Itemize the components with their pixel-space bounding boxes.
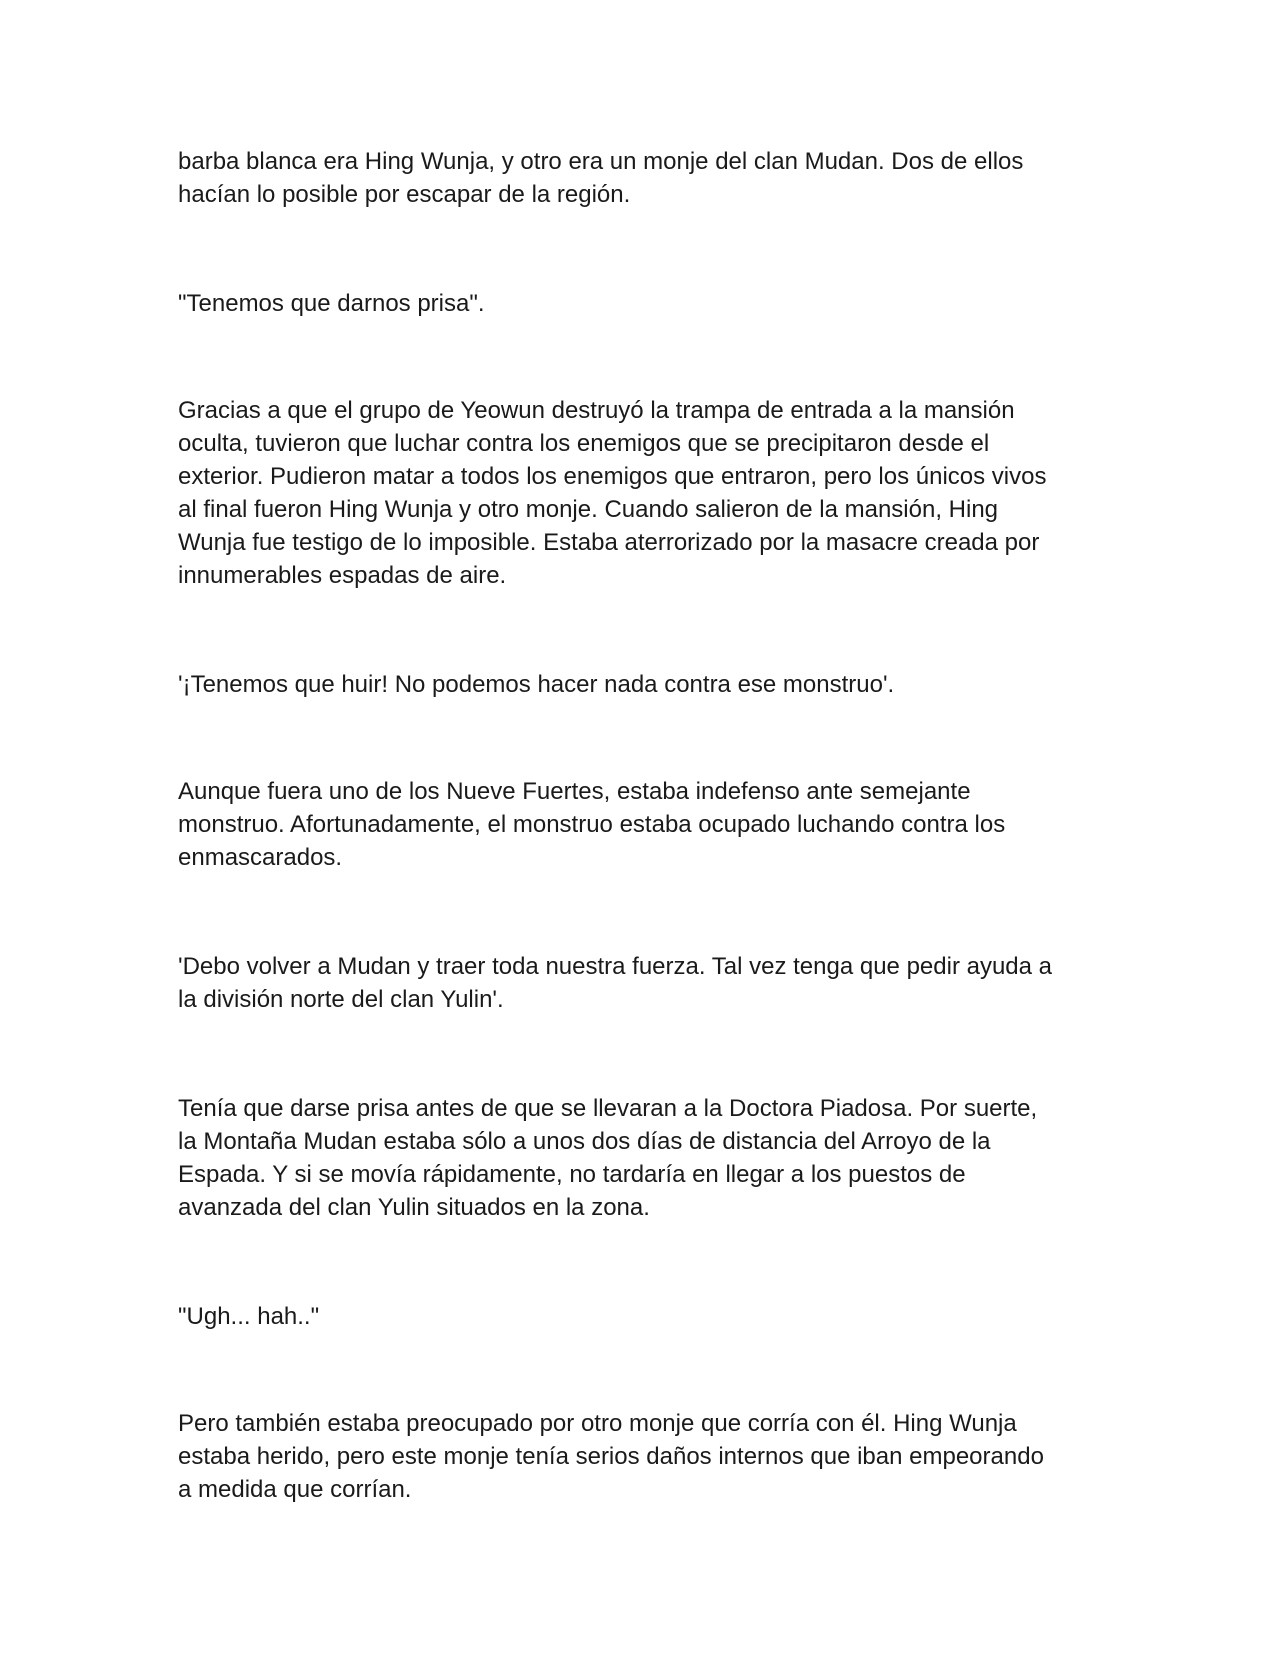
paragraph-1: barba blanca era Hing Wunja, y otro era un monje del clan Mudan. Dos de ellos hacían lo posible por escapar de la región. (178, 148, 1024, 208)
paragraph-8-dialogue: "Ugh... hah.." (178, 1303, 320, 1330)
paragraph-5: Aunque fuera uno de los Nueve Fuertes, estaba indefenso ante semejante monstruo. Afortunadamente, el monstruo estaba ocupado luchando contra los enmascarados. (178, 778, 1006, 871)
paragraph-3: Gracias a que el grupo de Yeowun destruyó la trampa de entrada a la mansión oculta, tuvieron que luchar contra los enemigos que se precipitaron desde el exterior. Pudieron matar a todos los enemigos que entraron, pero los únicos vivos al final fueron Hing Wunja y otro monje. Cuando salieron de la mansión, Hing Wunja fue testigo de lo imposible. Estaba aterrorizado por la masacre creada por innumerables espadas de aire. (178, 397, 1047, 589)
paragraph-7: Tenía que darse prisa antes de que se llevaran a la Doctora Piadosa. Por suerte, la Montaña Mudan estaba sólo a unos dos días de distancia del Arroyo de la Espada. Y si se movía rápidamente, no tardaría en llegar a los puestos de avanzada del clan Yulin situados en la zona. (178, 1095, 1038, 1221)
paragraph-9: Pero también estaba preocupado por otro monje que corría con él. Hing Wunja estaba herido, pero este monje tenía serios daños internos que iban empeorando a medida que corrían. (178, 1410, 1044, 1503)
paragraph-4-thought: '¡Tenemos que huir! No podemos hacer nada contra ese monstruo'. (178, 671, 895, 698)
document-body (178, 145, 1108, 1582)
paragraph-2-dialogue: "Tenemos que darnos prisa". (178, 290, 485, 317)
paragraph-6-thought: 'Debo volver a Mudan y traer toda nuestra fuerza. Tal vez tenga que pedir ayuda a la división norte del clan Yulin'. (178, 953, 1053, 1013)
